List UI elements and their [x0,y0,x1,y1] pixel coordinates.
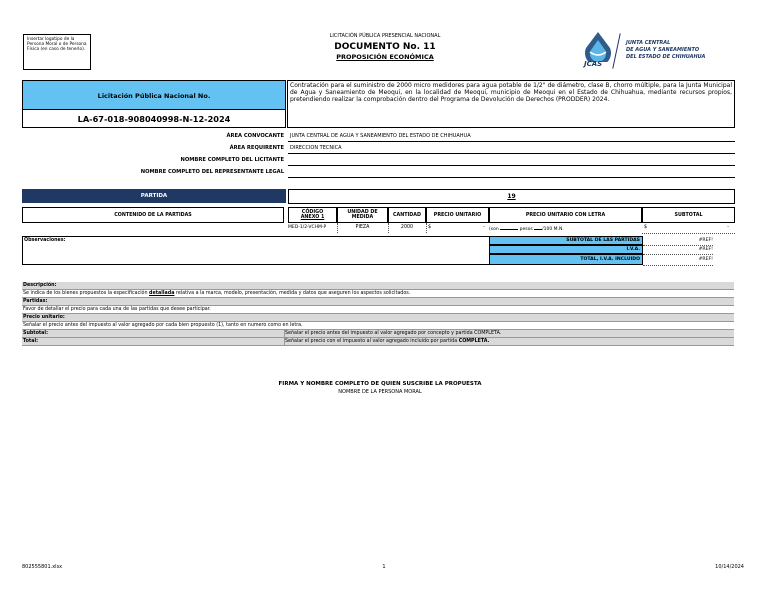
subtotal-partidas-value: #REF! [643,236,713,246]
instr-subtotal-text: Señalar el precio antes del impuesto al valor agregado por concepto y partida COMPLETA. [285,331,502,336]
document-title: DOCUMENTO No. 11 [334,42,436,52]
licitacion-label: Licitación Pública Nacional No. [22,80,286,110]
org-name-line-1: JUNTA CENTRAL [626,40,671,46]
field-label-licitante: NOMBRE COMPLETO DEL LICITANTE [180,157,284,163]
row-codigo: MED-1/2-VCHM-P [288,223,338,233]
field-value-area-requirente: DIRECCION TECNICA [290,145,342,151]
row-precio-symbol: $ [428,225,432,230]
instr-subtotal-row [22,330,734,338]
total-value: #REF! [643,254,713,266]
header-cantidad: CANTIDAD [388,207,426,223]
instr-partidas-text: Favor de detallar el precio para cada una de las partidas que desee participar. [22,306,734,314]
instr-precio-title: Precio unitario: [22,314,734,322]
instr-total-row [22,338,734,346]
document-subtitle: PROPOSICIÓN ECONÓMICA [336,53,434,61]
observaciones-box[interactable] [22,236,490,265]
org-name-line-2: DE AGUA Y SANEAMIENTO [626,47,700,53]
org-name [626,40,705,61]
field-underline [288,141,735,142]
instr-total-emph: COMPLETA. [458,339,490,344]
row-subtotal-value: - [727,225,729,230]
field-underline [288,177,735,178]
field-value-area-convocante: JUNTA CENTRAL DE AGUA Y SANEAMIENTO DEL ESTADO DE CHIHUAHUA [290,133,471,139]
header-contenido: CONTENIDO DE LA PARTIDAS [22,207,284,223]
org-name-line-3: DEL ESTADO DE CHIHUAHUA [626,54,706,60]
field-underline [288,153,735,154]
header-precio-letra: PRECIO UNITARIO CON LETRA [489,207,642,223]
field-label-area-requirente: ÁREA REQUIRENTE [229,145,284,151]
header-precio-unitario: PRECIO UNITARIO [426,207,489,223]
instr-partidas-title: Partidas: [22,298,734,306]
signature-subtitle: NOMBRE DE LA PERSONA MORAL [338,389,422,395]
observaciones-label: Observaciones: [24,238,66,243]
instr-total-title: Total: [23,339,39,344]
subtotal-partidas-label: SUBTOTAL DE LAS PARTIDAS [489,236,643,245]
instr-precio-text: Señalar el precio antes del impuesto al valor agregado por cada bien propuesto (1), tanto en numero como en letra. [22,322,734,330]
row-precio-letra[interactable] [489,225,639,234]
signature-title: FIRMA Y NOMBRE COMPLETO DE QUIEN SUSCRIBE LA PROPUESTA [278,381,482,387]
footer-filename: 802555801.xlsx [22,564,63,570]
field-label-representante: NOMBRE COMPLETO DEL REPRESENTANTE LEGAL [140,169,284,175]
row-unidad: PIEZA [337,223,389,233]
header-codigo-line-2: ANEXO 1 [300,215,325,220]
footer-date: 10/14/2024 [715,564,744,570]
instr-subtotal-title: Subtotal: [23,331,48,336]
row-cantidad: 2000 [388,223,427,233]
instr-descripcion-pre: Se indica de los bienes propuestos la especificación [23,291,148,296]
water-drop-icon [578,30,618,62]
header-unidad: UNIDAD DE MEDIDA [337,207,388,223]
row-letra-prefix: (son [489,227,499,232]
row-letra-suffix: /100 M.N. [542,227,564,232]
instr-total-text: Señalar el precio con el impuesto al valor agregado incluido por partida [285,339,458,344]
row-precio-value: - [483,225,485,230]
field-label-area-convocante: ÁREA CONVOCANTE [226,133,284,139]
licitacion-description: Contratación para el suministro de 2000 micro medidores para agua potable de 1/2" de diámetro, clase B, chorro múltiple, para la Junta Municipal de Agua y Saneamiento de Meoqui, en la localidad de Meoqui, municipio de Meoqui en el Estado de Chihuahua, mediante recursos propios, pretendiendo realizar la comprobación dentro del Programa de Devolución de Derechos (PRODDER) 2024. [287,80,735,128]
header-codigo-line-1: CÓDIGO [301,210,324,215]
iva-label: I.V.A. [489,245,643,254]
iva-value: #REF! [643,245,713,255]
instr-descripcion-text [22,290,734,298]
footer-page: 1 [382,564,386,570]
licitacion-type: LICITACIÓN PÚBLICA PRESENCIAL NACIONAL [329,33,441,39]
row-letra-mid: pesos [519,227,533,232]
row-subtotal [644,223,733,233]
row-subtotal-symbol: $ [644,225,648,230]
logo-placeholder: Insertar logotipo de la Persona Moral o de Persona Física (en caso de tenerlo). [23,34,91,70]
instr-descripcion-post: relativa a la marca, modelo, presentación, medida y datos que aseguren los aspectos solicitados. [176,291,411,296]
partida-label: PARTIDA [22,189,286,203]
instr-descripcion-emph: detallada [149,291,175,296]
licitacion-number: LA-67-018-908040998-N-12-2024 [22,109,286,128]
header-subtotal: SUBTOTAL [642,207,735,223]
total-label: TOTAL, I.V.A. INCLUIDO [489,254,643,265]
field-underline [288,165,735,166]
header-codigo [288,207,337,223]
instr-descripcion-title: Descripción: [22,282,734,290]
partida-number: 19 [288,189,735,204]
row-precio[interactable] [428,223,487,233]
org-acronym: JCAS [584,60,603,68]
